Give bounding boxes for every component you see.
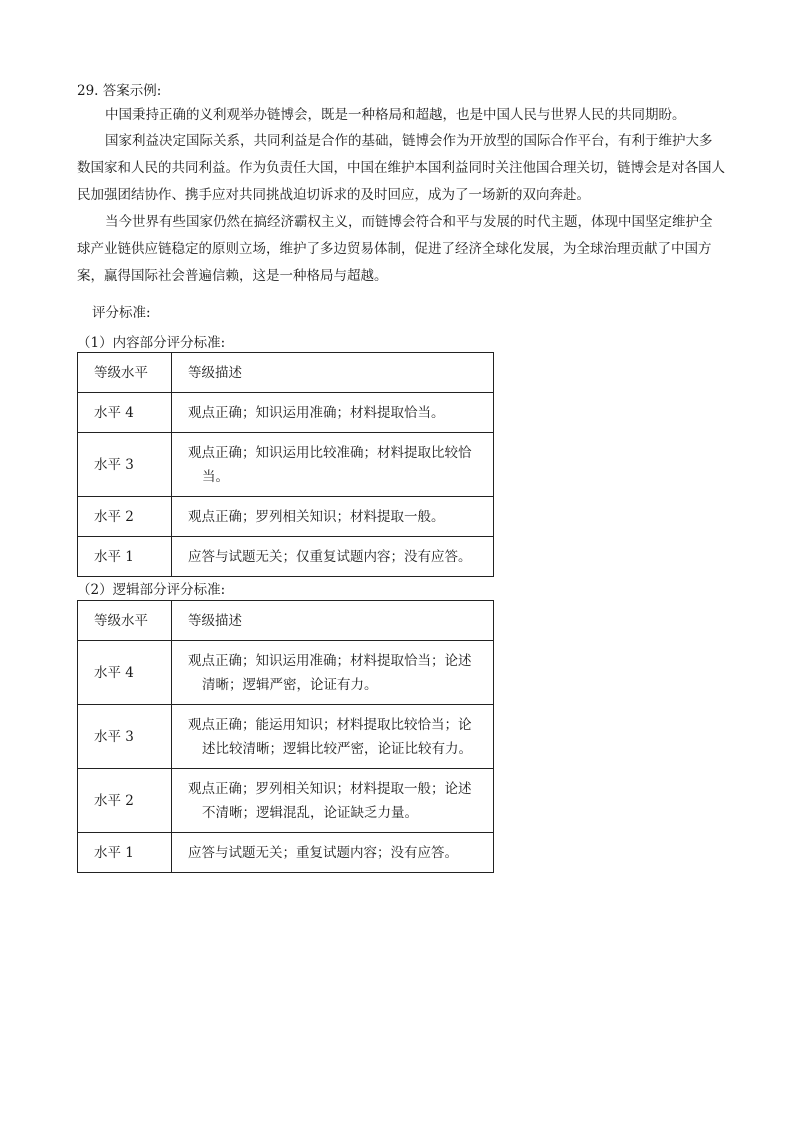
- table-row: [78, 641, 494, 705]
- table-row: [78, 537, 494, 577]
- answer-paragraph-3: 当今世界有些国家仍然在搞经济霸权主义，而链博会符合和平与发展的时代主题，体现中国坚定维护全球产业链供应链稳定的原则立场，维护了多边贸易体制，促进了经济全球化发展，为全球治理贡献了中国方案，赢得国际社会普遍信赖，这是一种格局与超越。: [77, 214, 713, 284]
- logic-scoring-table: [77, 600, 494, 873]
- row-description-continued: 当。: [202, 468, 229, 485]
- row-description-text: 观点正确；罗列相关知识；材料提取一般。: [188, 508, 445, 525]
- row-description-continued: 不清晰；逻辑混乱，论证缺乏力量。: [202, 804, 418, 821]
- scoring-label: 评分标准:: [92, 305, 151, 321]
- table-row: [78, 497, 494, 537]
- row-description-text: 观点正确；能运用知识；材料提取比较恰当；论: [188, 716, 472, 733]
- row-level: 水平 1: [78, 537, 172, 577]
- header-level: 等级水平: [78, 601, 172, 641]
- header-description: 等级描述: [172, 353, 494, 393]
- row-description-text: 观点正确；知识运用比较准确；材料提取比较恰: [188, 444, 472, 461]
- row-description: [172, 769, 494, 833]
- row-description-continued: 清晰；逻辑严密，论证有力。: [202, 676, 378, 693]
- content-table-caption: （1）内容部分评分标准:: [77, 335, 226, 351]
- row-level: 水平 2: [78, 769, 172, 833]
- table-row: [78, 393, 494, 433]
- answer-paragraph-2: 国家利益决定国际关系，共同利益是合作的基础，链博会作为开放型的国际合作平台，有利于维护大多数国家和人民的共同利益。作为负责任大国，中国在维护本国利益同时关注他国合理关切，链博会是对各国人民加强团结协作、携手应对共同挑战迫切诉求的及时回应，成为了一场新的双向奔赴。: [77, 133, 725, 203]
- table-row: [78, 433, 494, 497]
- row-description: [172, 641, 494, 705]
- row-description: [172, 433, 494, 497]
- row-description: [172, 537, 494, 577]
- question-title: 29. 答案示例:: [77, 83, 162, 99]
- table-row: [78, 769, 494, 833]
- table-header-row: [78, 353, 494, 393]
- logic-table-caption: （2）逻辑部分评分标准:: [77, 582, 226, 598]
- row-description-text: 应答与试题无关；重复试题内容；没有应答。: [188, 844, 458, 861]
- row-description: [172, 497, 494, 537]
- row-level: 水平 4: [78, 641, 172, 705]
- row-level: 水平 3: [78, 705, 172, 769]
- header-level: 等级水平: [78, 353, 172, 393]
- row-level: 水平 2: [78, 497, 172, 537]
- table-row: [78, 833, 494, 873]
- row-description-text: 观点正确；罗列相关知识；材料提取一般；论述: [188, 780, 472, 797]
- row-level: 水平 1: [78, 833, 172, 873]
- row-description-continued: 述比较清晰；逻辑比较严密，论证比较有力。: [202, 740, 472, 757]
- table-row: [78, 705, 494, 769]
- row-description: [172, 393, 494, 433]
- row-description: [172, 705, 494, 769]
- table-header-row: [78, 601, 494, 641]
- row-description-text: 观点正确；知识运用准确；材料提取恰当；论述: [188, 652, 472, 669]
- row-description-text: 观点正确；知识运用准确；材料提取恰当。: [188, 404, 445, 421]
- row-description: [172, 833, 494, 873]
- header-description: 等级描述: [172, 601, 494, 641]
- answer-paragraph-1: 中国秉持正确的义利观举办链博会，既是一种格局和超越，也是中国人民与世界人民的共同期盼。: [105, 107, 686, 123]
- row-level: 水平 4: [78, 393, 172, 433]
- row-description-text: 应答与试题无关；仅重复试题内容；没有应答。: [188, 548, 472, 565]
- row-level: 水平 3: [78, 433, 172, 497]
- content-scoring-table: [77, 352, 494, 577]
